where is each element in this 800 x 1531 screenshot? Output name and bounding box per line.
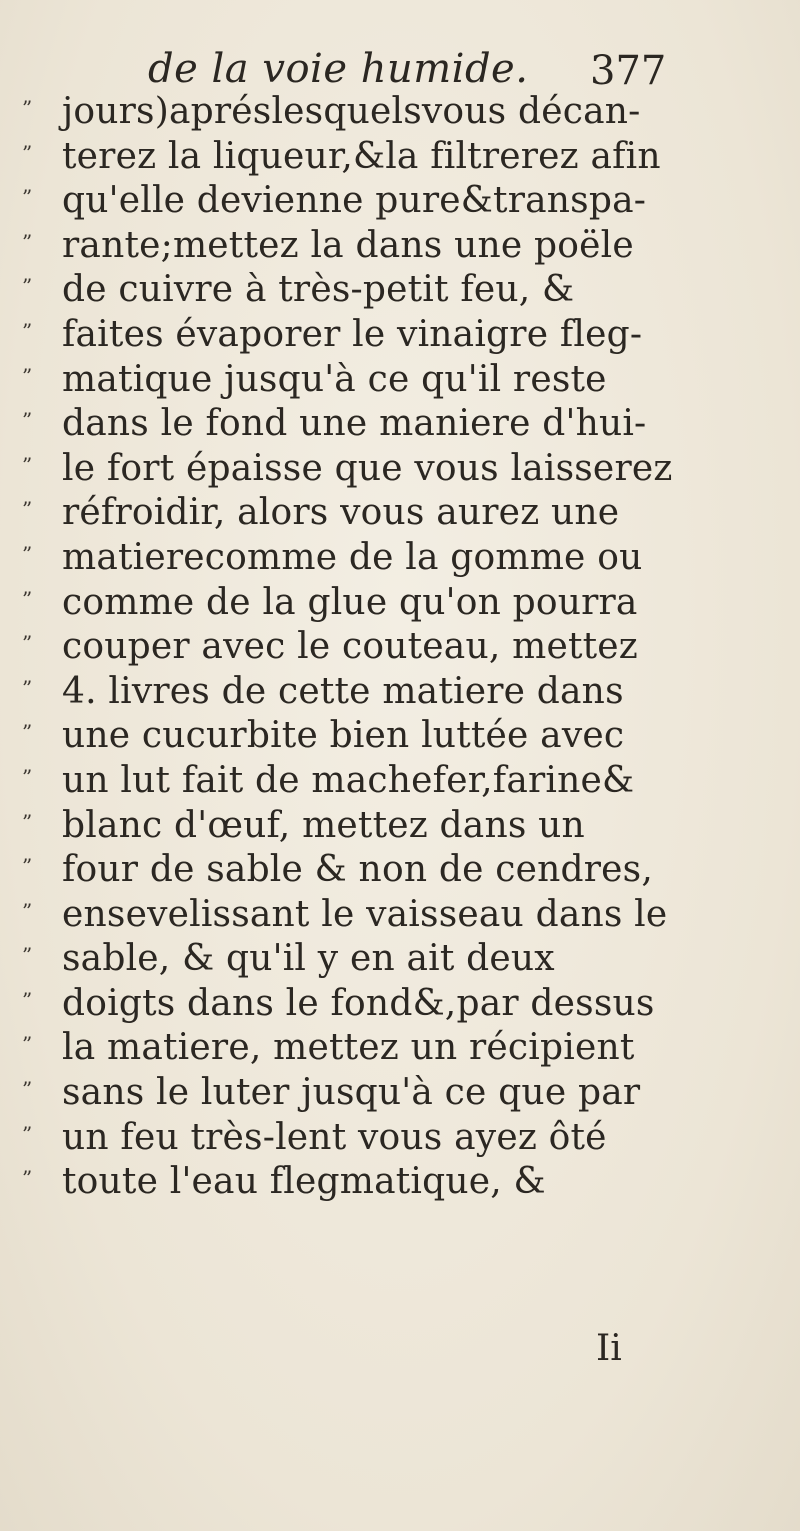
line-text: faites évaporer le vinaigre fleg-	[62, 313, 643, 355]
line-text: dans le fond une maniere d'hui-	[62, 403, 647, 445]
line-text: jours)apréslesquelsvous décan-	[62, 91, 641, 132]
line-text: couper avec le couteau, mettez	[62, 626, 638, 668]
quotation-margin-mark: ”	[22, 318, 30, 343]
quotation-margin-mark: ”	[22, 764, 30, 789]
text-line	[0, 670, 800, 715]
signature-mark: Ii	[596, 1328, 622, 1369]
line-text: un feu très-lent vous ayez ôté	[62, 1116, 607, 1158]
text-line	[0, 1071, 800, 1116]
text-line	[0, 625, 800, 670]
line-text: réfroidir, alors vous aurez une	[62, 492, 620, 534]
quotation-margin-mark: ”	[22, 675, 30, 700]
text-line	[0, 358, 800, 403]
quotation-margin-mark: ”	[22, 363, 30, 388]
text-line	[0, 804, 800, 849]
quotation-margin-mark: ”	[22, 140, 30, 165]
text-line	[0, 313, 800, 358]
text-line	[0, 90, 800, 135]
quotation-margin-mark: ”	[22, 720, 30, 745]
line-text: un lut fait de machefer,farine&	[62, 759, 635, 801]
quotation-margin-mark: ”	[22, 274, 30, 299]
line-text: toute l'eau flegmatique, &	[62, 1161, 546, 1203]
quotation-margin-mark: ”	[22, 586, 30, 611]
text-line	[0, 536, 800, 581]
text-line	[0, 1160, 800, 1205]
page-header	[0, 38, 800, 98]
quotation-margin-mark: ”	[22, 96, 30, 120]
line-text: rante;mettez la dans une poële	[62, 224, 634, 266]
text-line	[0, 759, 800, 804]
text-line	[0, 848, 800, 893]
text-line	[0, 1026, 800, 1071]
line-text: matique jusqu'à ce qu'il reste	[62, 358, 607, 400]
text-line	[0, 447, 800, 492]
text-line	[0, 135, 800, 180]
line-text: doigts dans le fond&,par dessus	[62, 982, 655, 1024]
text-line	[0, 224, 800, 269]
quotation-margin-mark: ”	[22, 541, 30, 566]
quotation-margin-mark: ”	[22, 185, 30, 210]
quotation-margin-mark: ”	[22, 1121, 30, 1146]
text-line	[0, 937, 800, 982]
line-text: sable, & qu'il y en ait deux	[62, 938, 555, 980]
text-line	[0, 179, 800, 224]
text-line	[0, 268, 800, 313]
quotation-margin-mark: ”	[22, 229, 30, 254]
quotation-margin-mark: ”	[22, 452, 30, 477]
quotation-margin-mark: ”	[22, 898, 30, 923]
line-text: matierecomme de la gomme ou	[62, 536, 643, 578]
line-text: qu'elle devienne pure&transpa-	[62, 180, 647, 222]
text-line	[0, 491, 800, 536]
quotation-margin-mark: ”	[22, 408, 30, 433]
text-line	[0, 581, 800, 626]
quotation-margin-mark: ”	[22, 987, 30, 1012]
quotation-margin-mark: ”	[22, 854, 30, 879]
text-line	[0, 402, 800, 447]
quotation-margin-mark: ”	[22, 1077, 30, 1102]
line-text: la matiere, mettez un récipient	[62, 1027, 635, 1069]
line-text: 4. livres de cette matiere dans	[62, 670, 624, 712]
quotation-margin-mark: ”	[22, 1032, 30, 1057]
page-number: 377	[590, 48, 667, 94]
text-line	[0, 714, 800, 759]
quotation-margin-mark: ”	[22, 631, 30, 656]
quotation-margin-mark: ”	[22, 1166, 30, 1191]
quotation-margin-mark: ”	[22, 809, 30, 834]
line-text: sans le luter jusqu'à ce que par	[62, 1072, 641, 1114]
line-text: ensevelissant le vaisseau dans le	[62, 893, 668, 935]
line-text: blanc d'œuf, mettez dans un	[62, 804, 585, 846]
line-text: four de sable & non de cendres,	[62, 849, 653, 891]
line-text: le fort épaisse que vous laisserez	[62, 447, 673, 489]
line-text: de cuivre à très-petit feu, &	[62, 269, 575, 311]
line-text: comme de la glue qu'on pourra	[62, 581, 638, 623]
text-line	[0, 893, 800, 938]
line-text: terez la liqueur,&la filtrerez afin	[62, 135, 661, 177]
line-text: une cucurbite bien luttée avec	[62, 715, 625, 757]
text-line	[0, 982, 800, 1027]
body-text	[0, 90, 800, 1205]
quotation-margin-mark: ”	[22, 943, 30, 968]
text-line	[0, 1116, 800, 1161]
running-head: de la voie humide.	[148, 46, 529, 92]
quotation-margin-mark: ”	[22, 497, 30, 522]
